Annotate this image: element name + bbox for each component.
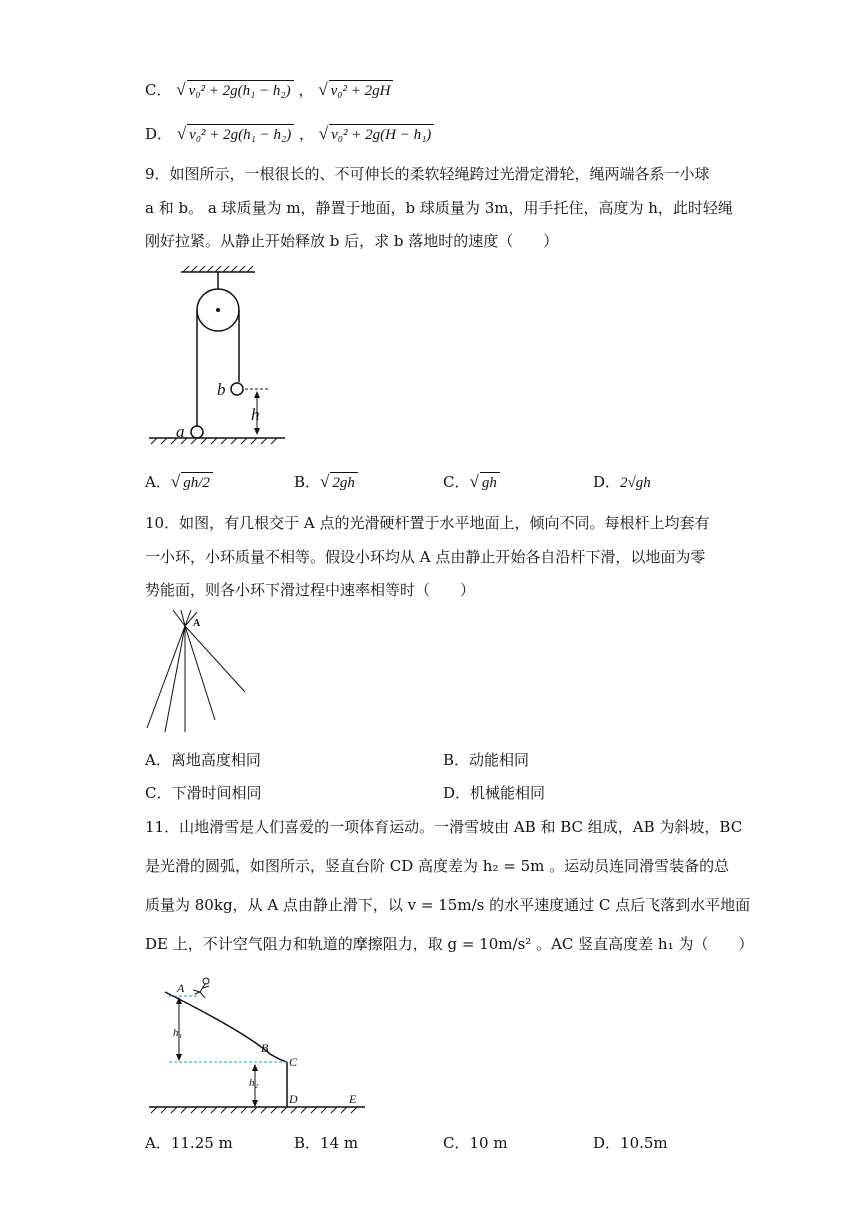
label-A: A: [177, 981, 185, 995]
pulley-figure: [145, 262, 290, 447]
prev-option-d: D． √ v₀² + 2g(h₁ − h₂) ， √ v₀² + 2g(H − h₁): [145, 124, 434, 145]
q11-option-c[interactable]: C．10 m: [443, 1134, 508, 1152]
label-h2: h₂: [249, 1077, 259, 1089]
sqrt-expression: √ v₀² + 2g(h₁ − h₂): [177, 127, 294, 143]
sqrt-expression: √ v₀² + 2g(H − h₁): [319, 127, 435, 143]
q10-text-line2: 一小环，小环质量不相等。假设小环均从 A 点由静止开始各自沿杆下滑，以地面为零: [145, 548, 706, 566]
q9-option-b[interactable]: B．√ 2gh: [294, 472, 358, 493]
q9-text-line2: a 和 b。 a 球质量为 m，静置于地面，b 球质量为 3m，用手托住，高度为 h，此时轻绳: [145, 199, 733, 217]
label-b: b: [217, 380, 226, 399]
q10-option-b[interactable]: B．动能相同: [443, 751, 530, 769]
q11-option-d[interactable]: D．10.5m: [593, 1134, 668, 1152]
prev-option-c: C． √ v₀² + 2g(h₁ − h₂) ， √ v₀² + 2gH: [145, 80, 393, 101]
label-C: C: [289, 1055, 298, 1069]
q10-text-line1: 10．如图，有几根交于 A 点的光滑硬杆置于水平地面上，倾向不同。每根杆上均套有: [145, 514, 710, 532]
q11-option-b[interactable]: B．14 m: [294, 1134, 359, 1152]
label-B: B: [261, 1041, 269, 1055]
option-label: C．: [145, 81, 172, 99]
q11-text-line4: DE 上，不计空气阻力和轨道的摩擦阻力，取 g = 10m/s² 。AC 竖直高度差 h₁ 为（ ）: [145, 935, 754, 953]
option-label: D．: [145, 125, 173, 143]
sqrt-expression: √ 2gh: [320, 475, 358, 491]
ski-slope-figure: [145, 972, 370, 1118]
q9-option-c[interactable]: C．√ gh: [443, 472, 500, 493]
q9-option-a[interactable]: A．√ gh/2: [145, 472, 213, 493]
sqrt-expression: √ v₀² + 2g(h₁ − h₂): [176, 83, 293, 99]
label-h: h: [251, 405, 260, 424]
label-E: E: [349, 1092, 357, 1106]
label-a: a: [176, 422, 185, 441]
sqrt-expression: √ gh/2: [171, 475, 213, 491]
q11-text-line3: 质量为 80kg，从 A 点由静止滑下，以 v = 15m/s 的水平速度通过 C 点后飞落到水平地面: [145, 896, 751, 914]
sqrt-expression: √ gh: [469, 475, 499, 491]
q10-text-line3: 势能面，则各小环下滑过程中速率相等时（ ）: [145, 581, 476, 599]
q10-option-d[interactable]: D．机械能相同: [443, 784, 546, 802]
q9-text-line3: 刚好拉紧。从静止开始释放 b 后，求 b 落地时的速度（ ）: [145, 232, 559, 250]
q11-text-line1: 11．山地滑雪是人们喜爱的一项体育运动。一滑雪坡由 AB 和 BC 组成，AB 为斜坡，BC: [145, 818, 743, 836]
q10-option-c[interactable]: C．下滑时间相同: [145, 784, 262, 802]
label-A: A: [193, 618, 201, 629]
label-D: D: [289, 1092, 298, 1106]
label-h1: h₁: [173, 1027, 183, 1039]
q11-text-line2: 是光滑的圆弧，如图所示，竖直台阶 CD 高度差为 h₂ = 5m 。运动员连同滑雪装备的总: [145, 857, 730, 875]
sqrt-expression: √ v₀² + 2gH: [318, 83, 393, 99]
q9-text-line1: 9．如图所示，一根很长的、不可伸长的柔软轻绳跨过光滑定滑轮，绳两端各系一小球: [145, 165, 710, 183]
rods-figure: [145, 608, 255, 736]
q9-option-d[interactable]: D．2√gh: [593, 473, 651, 491]
q11-option-a[interactable]: A．11.25 m: [145, 1134, 233, 1152]
q10-option-a[interactable]: A．离地高度相同: [145, 751, 261, 769]
